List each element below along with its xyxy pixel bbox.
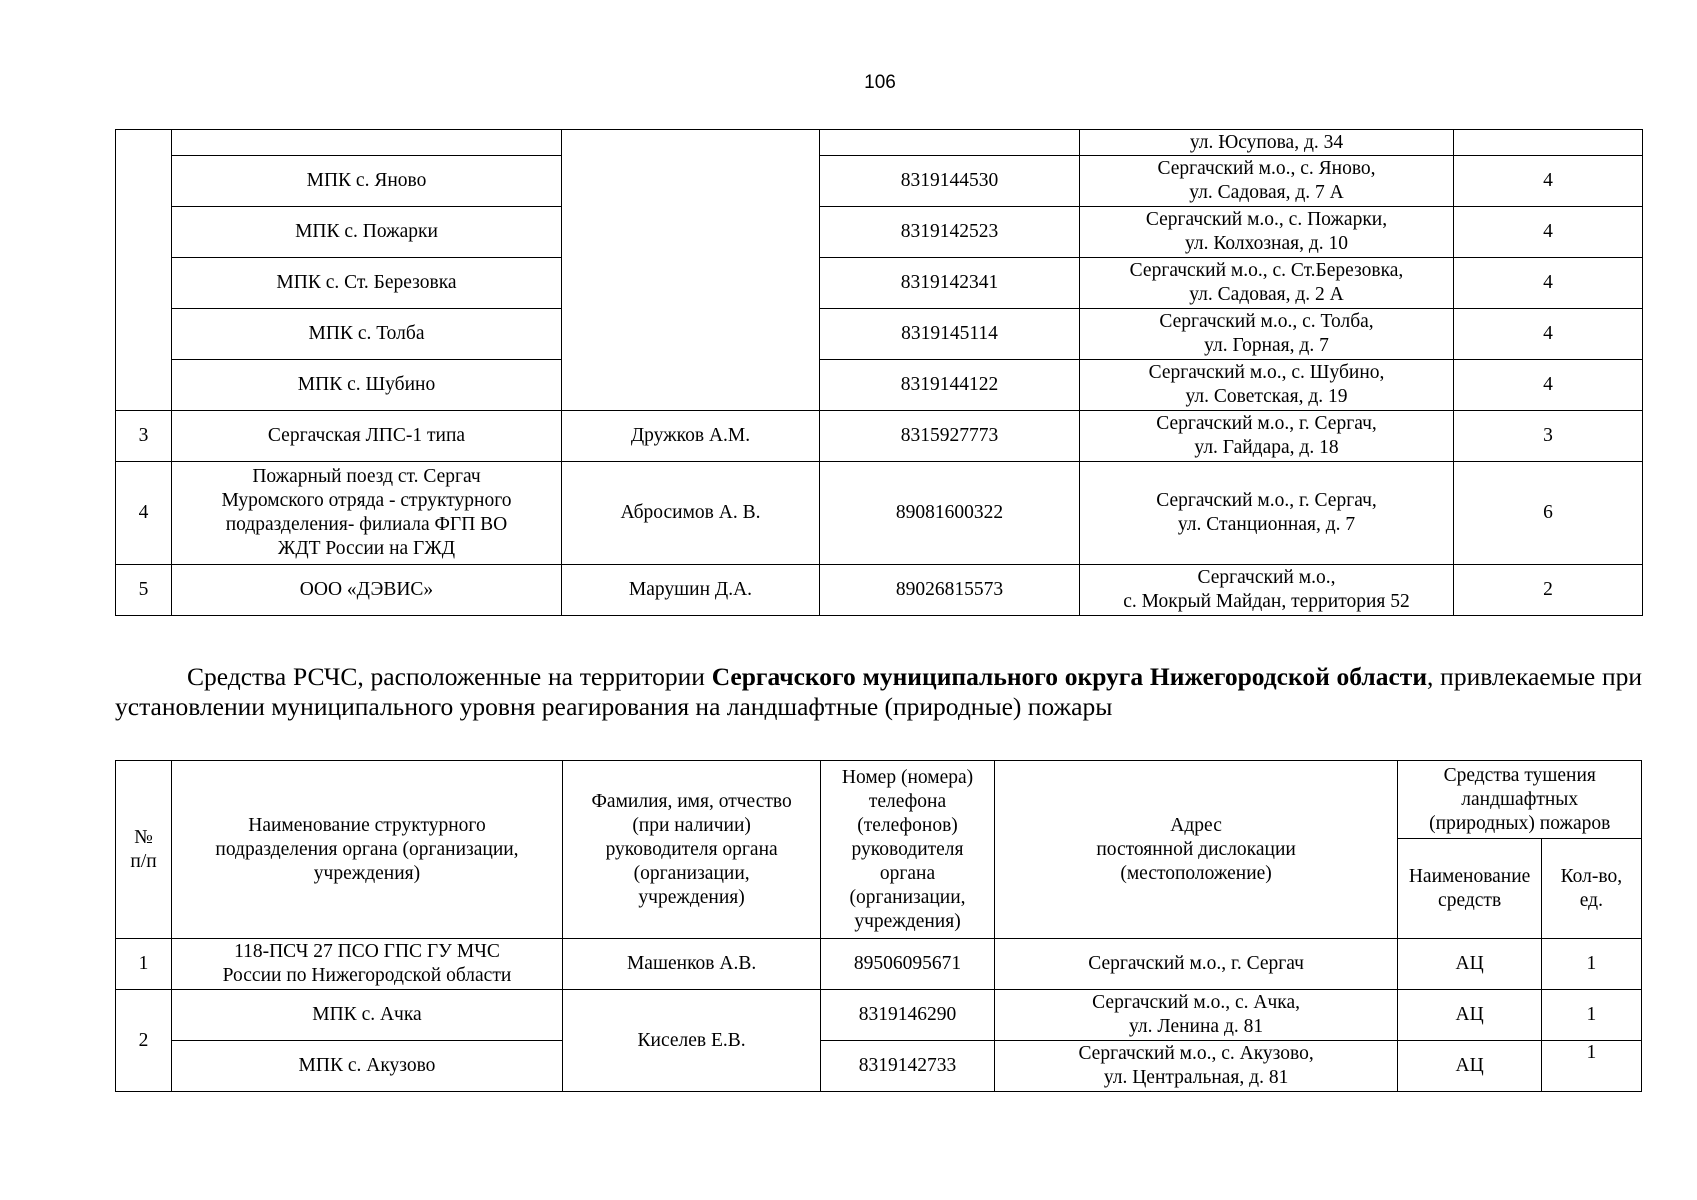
address-line: Сергачский м.о., с. Толба,	[1159, 311, 1374, 332]
num-cell: 1	[116, 939, 172, 990]
header-means-count	[1541, 839, 1641, 939]
name-cell: МПК с. Пожарки	[172, 207, 562, 258]
address-line: ул. Ленина д. 81	[1129, 1016, 1264, 1037]
header-line: руководителя органа	[605, 838, 778, 860]
header-line: (телефонов)	[857, 814, 958, 836]
means-cell: АЦ	[1398, 1041, 1541, 1092]
table-row	[116, 565, 1643, 616]
rschs-means-table	[115, 760, 1642, 1092]
phone-cell: 89506095671	[821, 939, 994, 990]
caption-text: , привлекаемые при установлении муниципального уровня реагирования на ландшафтные (природные) пожары	[115, 662, 1643, 721]
name-cell: Сергачская ЛПС-1 типа	[172, 411, 562, 462]
address-line: ул. Колхозная, д. 10	[1184, 233, 1349, 254]
address-line: ул. Советская, д. 19	[1185, 386, 1348, 407]
address-line: ул. Центральная, д. 81	[1103, 1067, 1289, 1088]
address-line: ул. Станционная, д. 7	[1177, 514, 1356, 535]
name-line: 118-ПСЧ 27 ПСО ГПС ГУ МЧС	[234, 941, 500, 962]
num-cell: 3	[116, 411, 172, 462]
name-cell	[172, 939, 563, 990]
header-line: Фамилия, имя, отчество	[591, 790, 792, 812]
phone-cell: 8315927773	[820, 411, 1080, 462]
head-cell: Абросимов А. В.	[562, 462, 820, 565]
header-line: (при наличии)	[632, 814, 751, 836]
head-cell: Дружков А.М.	[562, 411, 820, 462]
name-cell: ООО «ДЭВИС»	[172, 565, 562, 616]
header-line: №	[134, 826, 153, 848]
address-cell	[1080, 411, 1454, 462]
header-line: учреждения)	[854, 910, 961, 932]
name-line: ЖДТ России на ГЖД	[277, 538, 456, 559]
name-cell: МПК с. Яново	[172, 156, 562, 207]
header-head	[562, 761, 821, 939]
header-line: постоянной дислокации	[1096, 838, 1296, 860]
table-row	[116, 990, 1642, 1041]
header-line: Кол-во,	[1560, 865, 1623, 887]
header-num	[116, 761, 172, 939]
header-line: (организации,	[633, 862, 750, 884]
table-row	[116, 360, 1643, 411]
name-line: Пожарный поезд ст. Сергач	[252, 466, 481, 487]
table-row	[116, 309, 1643, 360]
address-cell	[1080, 207, 1454, 258]
header-line: подразделения органа (организации,	[215, 838, 519, 860]
phone-cell: 8319142341	[820, 258, 1080, 309]
name-cell: МПК с. Акузово	[172, 1041, 563, 1092]
address-line: Сергачский м.о., г. Сергач,	[1156, 490, 1377, 511]
means-cell: АЦ	[1398, 939, 1541, 990]
address-line: Сергачский м.о.,	[1197, 567, 1336, 588]
num-cell: 5	[116, 565, 172, 616]
address-line: Сергачский м.о., с. Акузово,	[1078, 1043, 1314, 1064]
head-cell: Марушин Д.А.	[562, 565, 820, 616]
address-line: ул. Горная, д. 7	[1204, 335, 1329, 356]
address-cell	[994, 1041, 1398, 1092]
header-line: учреждения)	[313, 862, 421, 884]
address-line: с. Мокрый Майдан, территория 52	[1123, 591, 1410, 612]
address-cell	[1080, 309, 1454, 360]
count-cell: 1	[1541, 939, 1641, 990]
head-cell	[562, 130, 820, 411]
phone-cell: 8319146290	[821, 990, 994, 1041]
header-line: Наименование структурного	[248, 814, 486, 836]
address-line: Сергачский м.о., с. Шубино,	[1148, 362, 1385, 383]
header-line: (организации,	[849, 886, 966, 908]
header-line: Номер (номера)	[841, 766, 974, 788]
address-cell	[1080, 462, 1454, 565]
header-line: ед.	[1579, 889, 1603, 911]
header-line: Адрес	[1170, 814, 1222, 836]
table-row	[116, 411, 1643, 462]
count-cell: 2	[1454, 565, 1643, 616]
name-cell: МПК с. Шубино	[172, 360, 562, 411]
header-line: учреждения)	[638, 886, 745, 908]
address-cell	[1080, 156, 1454, 207]
header-line: (местоположение)	[1120, 862, 1272, 884]
table-row	[116, 130, 1643, 156]
header-line: Средства тушения	[1443, 764, 1596, 786]
name-line: Муромского отряда - структурного	[221, 490, 512, 511]
count-cell: 4	[1454, 309, 1643, 360]
header-line: средств	[1438, 889, 1502, 911]
count-cell: 4	[1454, 258, 1643, 309]
address-cell	[1080, 360, 1454, 411]
name-line: подразделения- филиала ФГП ВО	[225, 514, 508, 535]
page-number: 106	[864, 72, 896, 93]
caption-bold-text: Сергачского муниципального округа Нижегородской области	[711, 662, 1428, 691]
name-cell	[172, 130, 562, 156]
count-cell: 4	[1454, 360, 1643, 411]
header-line: телефона	[868, 790, 947, 812]
count-cell: 3	[1454, 411, 1643, 462]
header-line: ландшафтных	[1461, 788, 1579, 810]
name-cell	[172, 462, 562, 565]
header-means-name	[1398, 839, 1541, 939]
count-cell: 1	[1541, 1041, 1641, 1092]
address-line: Сергачский м.о., г. Сергач,	[1156, 413, 1377, 434]
head-cell: Киселев Е.В.	[562, 990, 821, 1092]
address-line: Сергачский м.о., с. Ст.Березовка,	[1129, 260, 1404, 281]
address-line: Сергачский м.о., с. Ачка,	[1092, 992, 1300, 1013]
header-line: руководителя	[851, 838, 964, 860]
name-cell: МПК с. Ст. Березовка	[172, 258, 562, 309]
num-cell: 2	[116, 990, 172, 1092]
table-row	[116, 207, 1643, 258]
address-line: ул. Садовая, д. 7 А	[1189, 182, 1344, 203]
count-cell: 1	[1541, 990, 1641, 1041]
address-line: Сергачский м.о., с. Яново,	[1157, 158, 1376, 179]
name-cell: МПК с. Ачка	[172, 990, 563, 1041]
address-line: ул. Садовая, д. 2 А	[1189, 284, 1344, 305]
section-caption	[115, 662, 1642, 722]
means-cell: АЦ	[1398, 990, 1541, 1041]
header-line: Наименование	[1408, 865, 1531, 887]
phone-cell: 89081600322	[820, 462, 1080, 565]
phone-cell: 8319144530	[820, 156, 1080, 207]
caption-text: Средства РСЧС, расположенные на территории	[187, 662, 712, 691]
header-phone	[821, 761, 994, 939]
address-cell: ул. Юсупова, д. 34	[1080, 130, 1454, 156]
count-cell: 6	[1454, 462, 1643, 565]
name-line: России по Нижегородской области	[222, 965, 512, 986]
address-line: ул. Гайдара, д. 18	[1194, 437, 1339, 458]
count-cell	[1454, 130, 1643, 156]
fire-units-table-continued	[115, 129, 1643, 616]
table-row	[116, 1041, 1642, 1092]
address-cell	[1080, 565, 1454, 616]
header-line: п/п	[130, 850, 157, 872]
header-line: органа	[879, 862, 936, 884]
address-cell	[1080, 258, 1454, 309]
count-cell: 4	[1454, 156, 1643, 207]
phone-cell: 8319142523	[820, 207, 1080, 258]
header-means	[1398, 761, 1642, 839]
header-name	[172, 761, 563, 939]
address-cell: Сергачский м.о., г. Сергач	[994, 939, 1398, 990]
table-row	[116, 156, 1643, 207]
num-cell: 4	[116, 462, 172, 565]
address-cell	[994, 990, 1398, 1041]
header-row	[116, 761, 1642, 839]
name-cell: МПК с. Толба	[172, 309, 562, 360]
table-row	[116, 462, 1643, 565]
phone-cell: 8319144122	[820, 360, 1080, 411]
header-address	[994, 761, 1398, 939]
table-row	[116, 939, 1642, 990]
num-cell	[116, 130, 172, 411]
phone-cell: 8319145114	[820, 309, 1080, 360]
phone-cell	[820, 130, 1080, 156]
phone-cell: 89026815573	[820, 565, 1080, 616]
header-line: (природных) пожаров	[1429, 812, 1611, 834]
phone-cell: 8319142733	[821, 1041, 994, 1092]
table-row	[116, 258, 1643, 309]
address-line: Сергачский м.о., с. Пожарки,	[1145, 209, 1388, 230]
count-cell: 4	[1454, 207, 1643, 258]
head-cell: Машенков А.В.	[562, 939, 821, 990]
